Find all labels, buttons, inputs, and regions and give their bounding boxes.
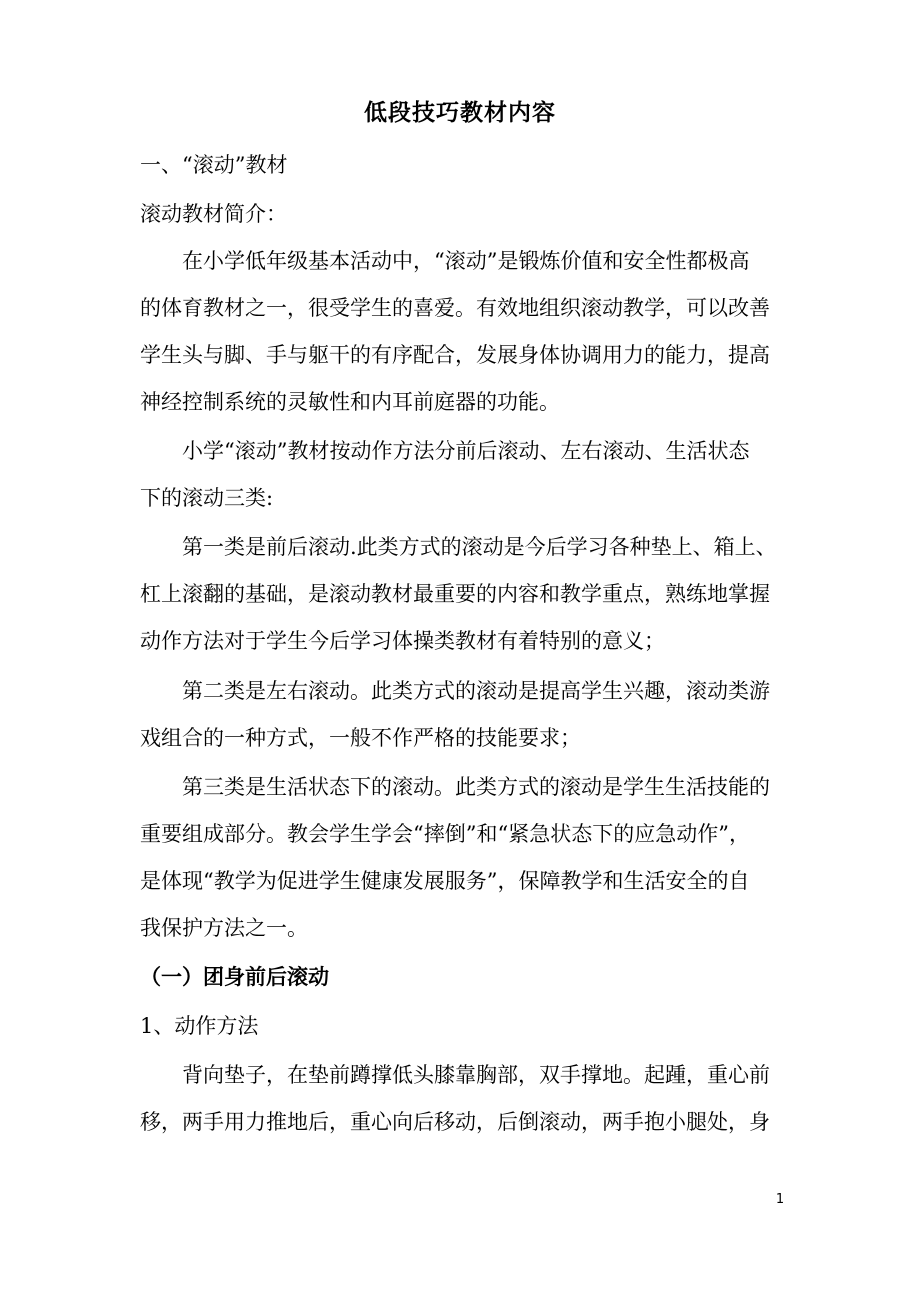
paragraph-line: 第二类是左右滚动。此类方式的滚动是提高学生兴趣，滚动类游 xyxy=(182,679,770,703)
paragraph-line: 第一类是前后滚动.此类方式的滚动是今后学习各种垫上、箱上、 xyxy=(182,535,777,559)
document-title: 低段技巧教材内容 xyxy=(364,100,556,126)
page-number: 1 xyxy=(775,1192,785,1207)
paragraph-line: 的体育教材之一，很受学生的喜爱。有效地组织滚动教学，可以改善 xyxy=(140,296,770,320)
paragraph-line: 在小学低年级基本活动中，“滚动”是锻炼价值和安全性都极高 xyxy=(182,249,750,273)
paragraph-line: 学生头与脚、手与躯干的有序配合，发展身体协调用力的能力，提高 xyxy=(140,343,770,367)
paragraph-line: 戏组合的一种方式，一般不作严格的技能要求； xyxy=(140,726,581,750)
paragraph-line: 下的滚动三类: xyxy=(140,486,274,510)
paragraph-line: 神经控制系统的灵敏性和内耳前庭器的功能。 xyxy=(140,390,560,414)
paragraph-line: 移，两手用力推地后，重心向后移动，后倒滚动，两手抱小腿处，身 xyxy=(140,1110,770,1134)
paragraph-line: 动作方法对于学生今后学习体操类教材有着特别的意义； xyxy=(140,629,665,653)
subsection-heading: （一）团身前后滚动 xyxy=(140,965,329,989)
paragraph-line: 杠上滚翻的基础，是滚动教材最重要的内容和教学重点，熟练地掌握 xyxy=(140,582,770,606)
section-heading: 一、“滚动”教材 xyxy=(140,153,288,177)
paragraph-line: 第三类是生活状态下的滚动。此类方式的滚动是学生生活技能的 xyxy=(182,775,770,799)
paragraph-line: 小学“滚动”教材按动作方法分前后滚动、左右滚动、生活状态 xyxy=(182,439,750,463)
paragraph-line: 我保护方法之一。 xyxy=(140,916,308,940)
paragraph-line: 背向垫子，在垫前蹲撑低头膝靠胸部，双手撑地。起踵，重心前 xyxy=(182,1063,770,1087)
intro-label: 滚动教材简介： xyxy=(140,202,287,226)
numbered-heading: 1、动作方法 xyxy=(140,1014,259,1038)
paragraph-line: 是体现“教学为促进学生健康发展服务”，保障教学和生活安全的自 xyxy=(140,869,750,893)
paragraph-line: 重要组成部分。教会学生学会“摔倒”和“紧急状态下的应急动作”， xyxy=(140,822,750,846)
